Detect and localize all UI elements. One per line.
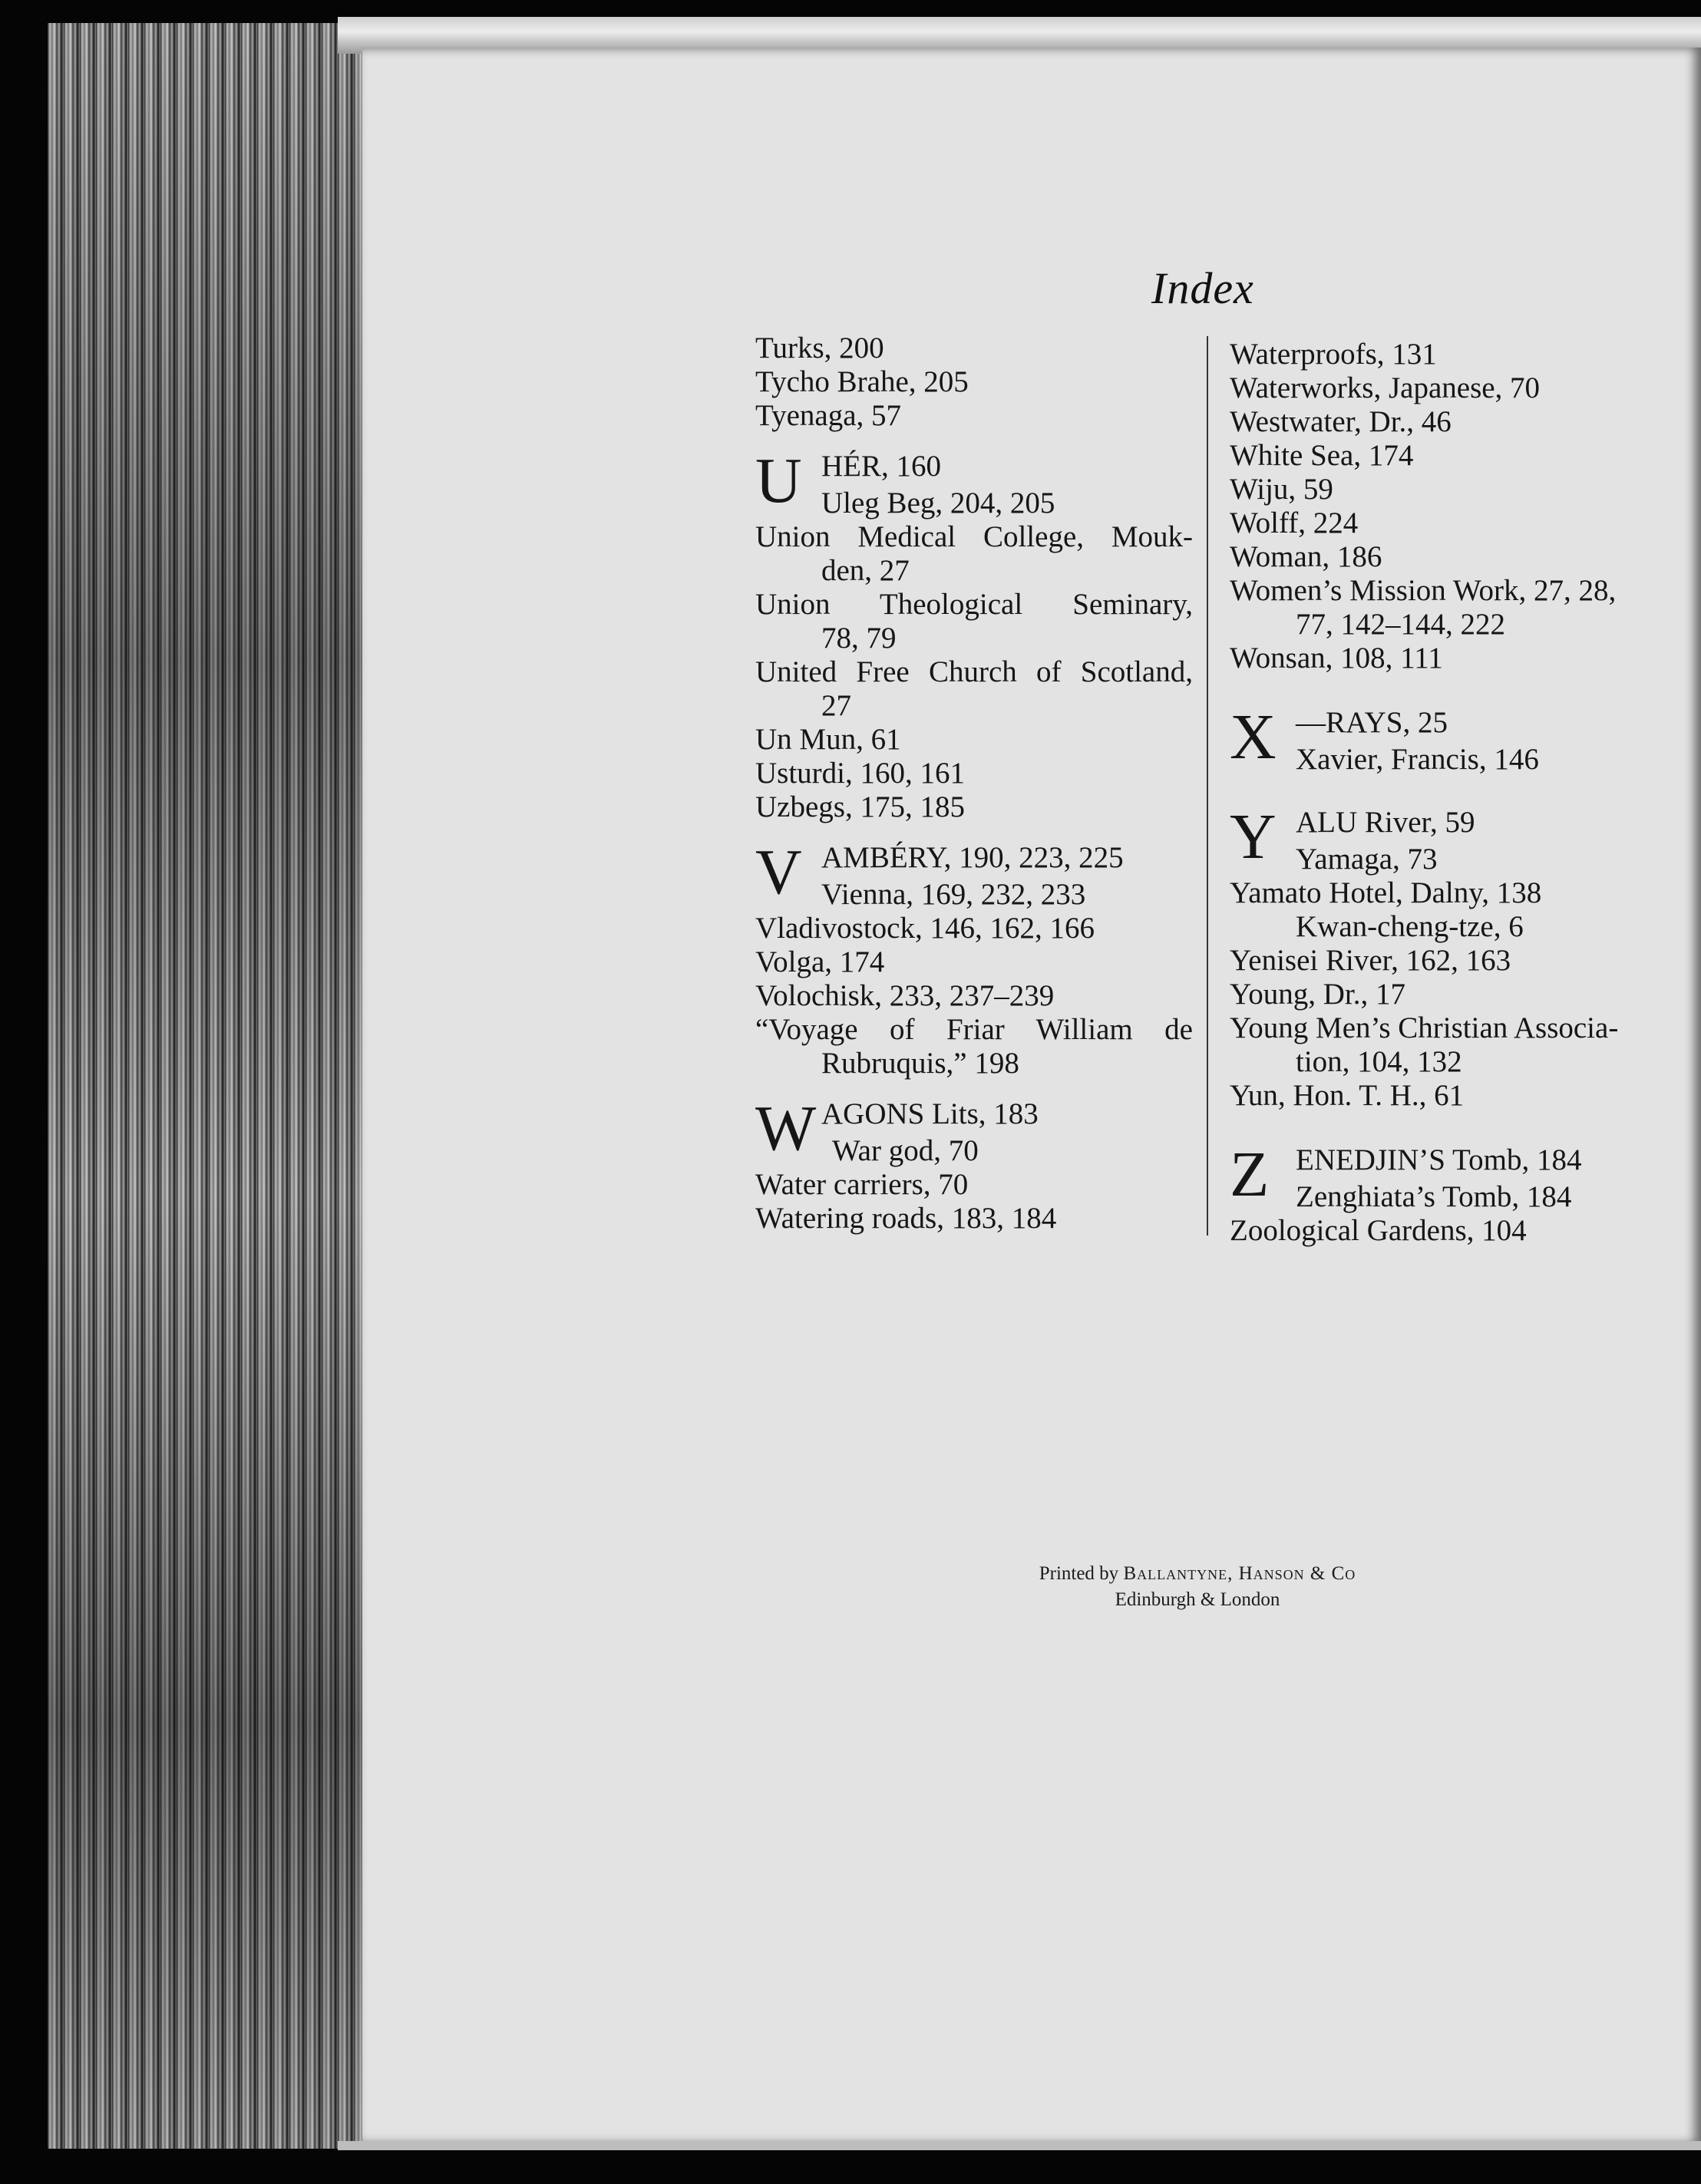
index-entry: Yenisei River, 162, 163 (1230, 944, 1511, 977)
column-divider (1207, 336, 1208, 1236)
index-entry: AMBÉRY, 190, 223, 225 (821, 841, 1124, 874)
index-entry: Uleg Beg, 204, 205 (821, 487, 1055, 520)
index-entry: Union Medical College, Mouk- (755, 520, 1193, 553)
index-entry-continuation: den, 27 (821, 554, 910, 587)
index-entry: Turks, 200 (755, 332, 884, 365)
index-entry: Volochisk, 233, 237–239 (755, 979, 1055, 1012)
index-entry: Waterworks, Japanese, 70 (1230, 371, 1541, 404)
index-entry: Zoological Gardens, 104 (1230, 1214, 1527, 1247)
page-title: Index (1151, 263, 1254, 313)
index-entry: ALU River, 59 (1296, 806, 1475, 839)
index-entry-continuation: 78, 79 (821, 622, 897, 655)
index-entry-continuation: 77, 142–144, 222 (1296, 608, 1505, 641)
index-entry: Yun, Hon. T. H., 61 (1230, 1079, 1465, 1112)
index-entry: Zenghiata’s Tomb, 184 (1296, 1180, 1572, 1213)
index-entry: Westwater, Dr., 46 (1230, 405, 1452, 438)
index-column-right (1230, 338, 1698, 1248)
index-entry: Waterproofs, 131 (1230, 338, 1437, 371)
index-entry: Union Theological Seminary, (755, 588, 1193, 621)
index-entry: ENEDJIN’S Tomb, 184 (1296, 1143, 1582, 1176)
index-entry-continuation: Rubruquis,” 198 (821, 1047, 1019, 1080)
index-entry: Uzbegs, 175, 185 (755, 790, 965, 823)
index-entry: Yamaga, 73 (1296, 843, 1438, 876)
index-entry-continuation: Kwan-cheng-tze, 6 (1296, 910, 1524, 943)
imprint-line-1 (921, 1561, 1474, 1587)
index-entry: Usturdi, 160, 161 (755, 757, 965, 790)
drop-cap: W (755, 1093, 817, 1164)
drop-cap: X (1230, 701, 1277, 773)
imprint-prefix: Printed by (1039, 1563, 1124, 1584)
index-entry: HÉR, 160 (821, 450, 941, 483)
page-bottom-edge (338, 2141, 1701, 2150)
index-entry: United Free Church of Scotland, (755, 655, 1193, 688)
index-entry: Young, Dr., 17 (1230, 978, 1406, 1011)
index-entry: Tyenaga, 57 (755, 399, 902, 432)
imprint-line-2: Edinburgh & London (1115, 1589, 1280, 1610)
imprint-printer-name: Ballantyne, Hanson & Co (1123, 1563, 1356, 1584)
index-entry: Water carriers, 70 (755, 1168, 969, 1201)
index-entry: Xavier, Francis, 146 (1296, 743, 1539, 776)
index-entry: Tycho Brahe, 205 (755, 365, 969, 398)
index-entry: Wonsan, 108, 111 (1230, 642, 1443, 675)
index-entry: “Voyage of Friar William de (755, 1013, 1193, 1046)
index-entry: Watering roads, 183, 184 (755, 1202, 1057, 1235)
index-entry: —RAYS, 25 (1296, 706, 1448, 739)
index-entry: War god, 70 (832, 1134, 979, 1167)
index-entry: Woman, 186 (1230, 540, 1382, 573)
drop-cap: V (755, 836, 802, 908)
index-entry: Women’s Mission Work, 27, 28, (1230, 574, 1617, 607)
printer-imprint (921, 1561, 1474, 1613)
book-page-edges (48, 23, 370, 2149)
index-entry: White Sea, 174 (1230, 439, 1414, 472)
index-entry: Vladivostock, 146, 162, 166 (755, 912, 1095, 945)
index-entry-continuation: tion, 104, 132 (1296, 1045, 1462, 1078)
drop-cap: U (755, 445, 802, 516)
index-entry: Volga, 174 (755, 945, 885, 978)
index-entry-continuation: 27 (821, 689, 851, 722)
index-entry: Vienna, 169, 232, 233 (821, 878, 1086, 911)
index-entry: Wolff, 224 (1230, 506, 1359, 539)
drop-cap: Z (1230, 1139, 1270, 1210)
index-column-left (755, 332, 1193, 1236)
index-entry: Un Mun, 61 (755, 723, 901, 756)
index-entry: Yamato Hotel, Dalny, 138 (1230, 876, 1542, 909)
index-entry: Young Men’s Christian Associa- (1230, 1011, 1619, 1044)
index-entry: Wiju, 59 (1230, 473, 1333, 506)
index-entry: AGONS Lits, 183 (821, 1097, 1039, 1130)
drop-cap: Y (1230, 801, 1277, 873)
